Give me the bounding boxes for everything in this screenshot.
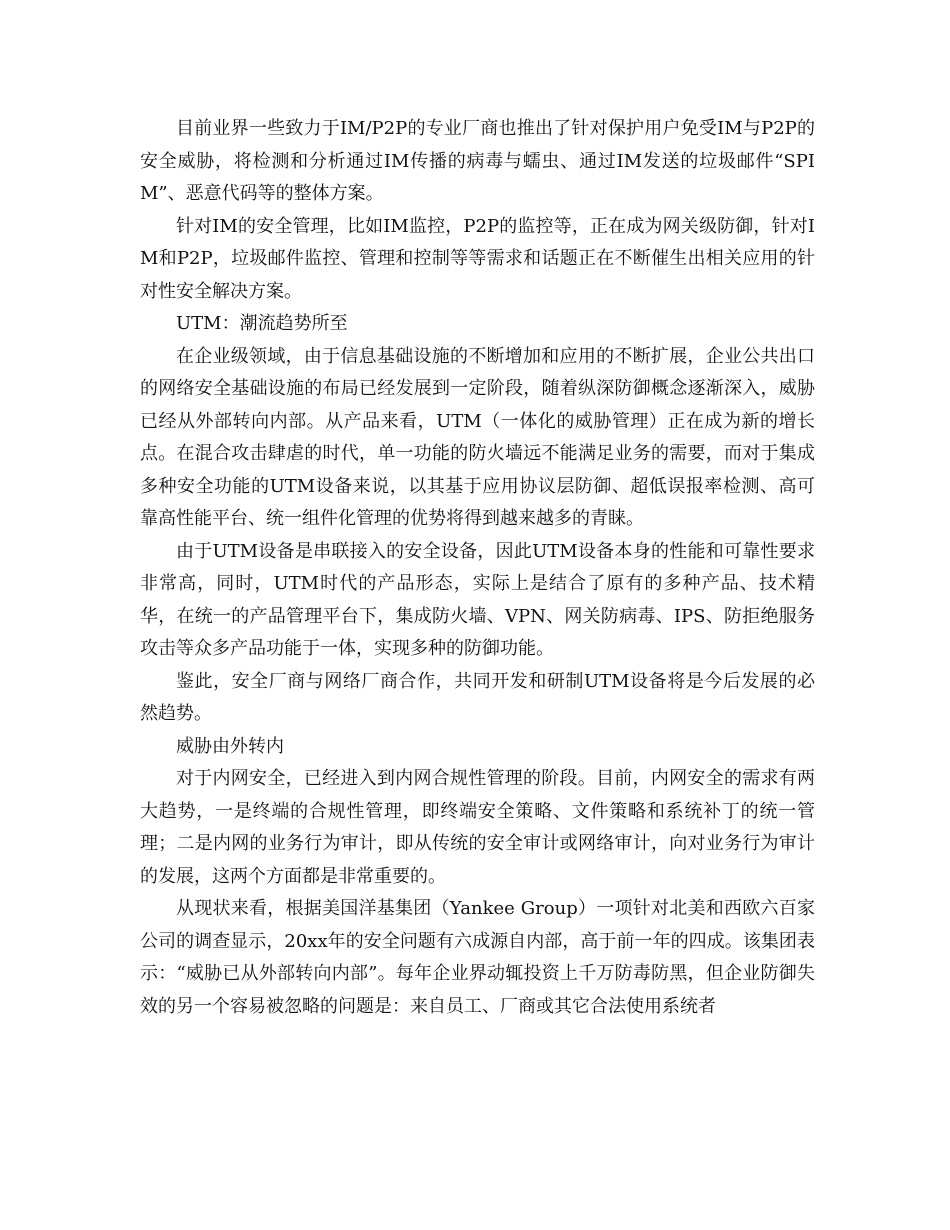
paragraph-im-vendors: 目前业界一些致力于IM/P2P的专业厂商也推出了针对保护用户免受IM与P2P的安全威胁，将检测和分析通过IM传播的病毒与蠕虫、通过IM发送的垃圾邮件“SPIM”、恶意代码等的整体方案。 bbox=[140, 118, 815, 204]
paragraph-yankee-survey: 从现状来看，根据美国洋基集团（Yankee Group）一项针对北美和西欧六百家公司的调查显示，20xx年的安全问题有六成源自内部，高于前一年的四成。该集团表示：“威胁已从外部转向内部”。每年企业界动辄投资上千万防毒防黑，但企业防御失效的另一个容易被忽略的问题是：来自员工、厂商或其它合法使用系统者 bbox=[140, 898, 815, 1017]
paragraph-vendor-cooperation: 鉴此，安全厂商与网络厂商合作，共同开发和研制UTM设备将是今后发展的必然趋势。 bbox=[140, 670, 815, 724]
paragraph-enterprise-utm: 在企业级领域，由于信息基础设施的不断增加和应用的不断扩展，企业公共出口的网络安全基础设施的布局已经发展到一定阶段，随着纵深防御概念逐渐深入，威胁已经从外部转向内部。从产品来看，UTM（一体化的威胁管理）正在成为新的增长点。在混合攻击肆虐的时代，单一功能的防火墙远不能满足业务的需要，而对于集成多种安全功能的UTM设备来说，以其基于应用协议层防御、超低误报率检测、高可靠高性能平台、统一组件化管理的优势将得到越来越多的青睐。 bbox=[140, 345, 815, 529]
paragraph-intranet-security: 对于内网安全，已经进入到内网合规性管理的阶段。目前，内网安全的需求有两大趋势，一是终端的合规性管理，即终端安全策略、文件策略和系统补丁的统一管理；二是内网的业务行为审计，即从传统的安全审计或网络审计，向对业务行为审计的发展，这两个方面都是非常重要的。 bbox=[140, 768, 815, 887]
document-body bbox=[140, 113, 815, 1023]
paragraph-utm-device: 由于UTM设备是串联接入的安全设备，因此UTM设备本身的性能和可靠性要求非常高，同时，UTM时代的产品形态，实际上是结合了原有的多种产品、技术精华，在统一的产品管理平台下，集成防火墙、VPN、网关防病毒、IPS、防拒绝服务攻击等众多产品功能于一体，实现多种的防御功能。 bbox=[140, 540, 815, 659]
paragraph-im-management: 针对IM的安全管理，比如IM监控，P2P的监控等，正在成为网关级防御，针对IM和P2P，垃圾邮件监控、管理和控制等等需求和话题正在不断催生出相关应用的针对性安全解决方案。 bbox=[140, 215, 815, 302]
section-heading-utm: UTM：潮流趋势所至 bbox=[176, 313, 348, 334]
section-heading-threat-inward: 威胁由外转内 bbox=[176, 735, 284, 757]
